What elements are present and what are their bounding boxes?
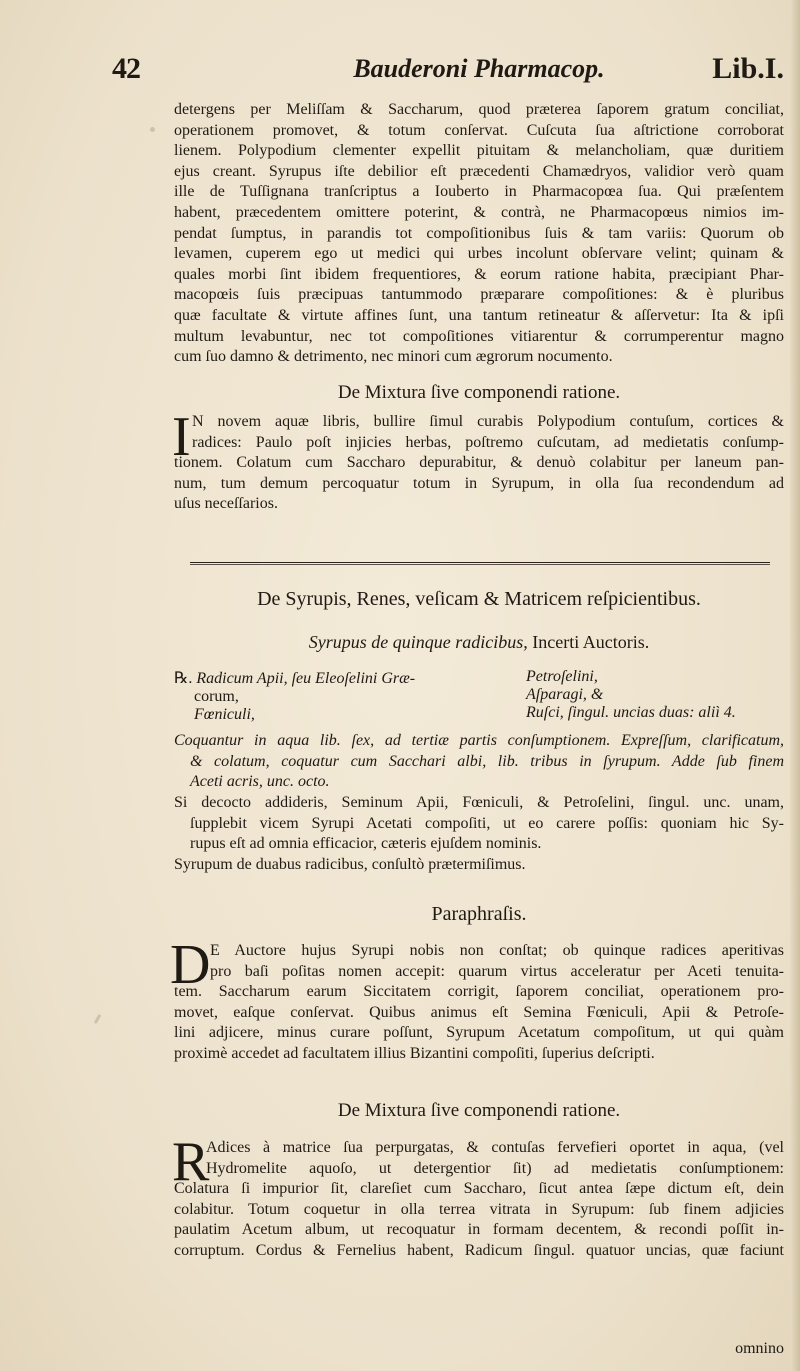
text-line: N novem aquæ libris, bullire ſimul curabis Polypodium contuſum, cortices & — [192, 413, 784, 430]
section-divider — [190, 562, 770, 566]
drop-cap: D — [170, 934, 211, 996]
ingredient: Aſparagi, & — [526, 686, 604, 703]
heading-text: De Mixtura ſive componendi ratione. — [337, 382, 621, 403]
recipe-left-col — [174, 668, 415, 724]
recipe-right-col — [526, 668, 736, 722]
recipe-instructions — [174, 731, 784, 793]
text-line: quales morbi ſint ibidem frequentiores, & eorum ratione habita, præcipiant Phar- — [174, 265, 784, 283]
paragraph-text — [210, 941, 784, 982]
paragraph-text — [174, 100, 784, 368]
recipe-title-text — [174, 632, 784, 653]
text-line: pendat ſumptus, in parandis tot compoſitionibus ſuis & tam variis: Quorum ob — [174, 224, 784, 242]
text-line: tionem. Colatum cum Saccharo depurabitur, & denuò colabitur per laneum pan- — [174, 454, 784, 471]
paraphrase-heading — [174, 903, 784, 926]
text-line: uſus neceſſarios. — [174, 495, 278, 513]
page-edge — [790, 0, 800, 1371]
section-heading — [174, 1100, 784, 1122]
text-line: habent, præcedentem omittere poterint, & contrà, ne Pharmacopœus nimios im- — [174, 203, 784, 221]
text-line: Si decocto addideris, Seminum Apii, Fœniculi, & Petroſelini, ſingul. unc. unam, — [174, 794, 784, 811]
text-line: lini adjicere, minus curare poſſunt, Syrupum Acetatum compoſitum, ut qui quàm — [174, 1024, 784, 1042]
text-line: ille de Tuſſignana tranſcriptus a Iouberto in Pharmacopœa ſua. Qui præſentem — [174, 183, 784, 201]
text-line: movet, eaſque conſervat. Quibus animus eſt Semina Fœniculi, Apii & Petroſe- — [174, 1003, 784, 1021]
text-line: quæ facultate & virtute affines ſunt, una tantum retineatur & aſſervetur: Ita & ipſi — [174, 306, 784, 324]
mixture-paragraph — [192, 412, 784, 453]
mixture-paragraph-2-cont — [174, 1179, 784, 1261]
paragraph-text — [174, 1179, 784, 1261]
ingredient: corum, — [194, 688, 239, 705]
paraphrase-paragraph — [210, 941, 784, 982]
chapter-heading — [174, 588, 784, 611]
text-line: Adices à matrice ſua perpurgatas, & contuſas fervefieri oportet in aqua, (vel — [206, 1139, 784, 1156]
catchword: omnino — [735, 1340, 784, 1357]
recipe-notes — [174, 793, 784, 875]
text-line: Syrupum de duabus radicibus, conſultò prætermiſimus. — [174, 855, 526, 873]
paragraph-text — [174, 731, 784, 793]
heading-text: Paraphraſis. — [431, 903, 527, 925]
text-line: proximè accedet ad facultatem illius Bizantini compoſiti, ſuperius deſcripti. — [174, 1044, 655, 1062]
paragraph-text — [174, 793, 784, 875]
paragraph-text — [192, 412, 784, 453]
drop-cap: I — [172, 406, 191, 468]
text-line: ſupplebit vicem Syrupi Acetati compoſiti, ut eo carere poſſis: quoniam hic Sy- — [190, 814, 784, 832]
ink-speck — [150, 127, 155, 132]
ingredient: Fœniculi, — [194, 706, 255, 723]
recipe-author: Incerti Auctoris. — [527, 632, 650, 652]
text-line: radices: Paulo poſt injicies herbas, poſtremo cuſcutam, ad medietatis conſump- — [192, 433, 784, 451]
text-line: lienem. Polypodium clementer expellit pituitam & melancholiam, quæ duritiem — [174, 142, 784, 160]
text-line: corruptum. Cordus & Fernelius habent, Radicum ſingul. quatuor uncias, quæ faciunt — [174, 1241, 784, 1259]
text-line: detergens per Meliſſam & Saccharum, quod præterea ſaporem gratum conciliat, — [174, 101, 784, 118]
text-line: macopœis ſuis præcipuas tantummodo præparare compoſitiones: & è pluribus — [174, 286, 784, 304]
drop-cap: R — [172, 1131, 210, 1193]
text-line: rupus eſt ad omnia efficacior, cæteris ejuſdem nominis. — [190, 835, 542, 853]
paragraph-text — [174, 982, 784, 1064]
text-line: levamen, cuperem ego ut medici qui urbes incolunt obſervare velint; quinam & — [174, 245, 784, 263]
text-line: colabitur. Totum coquetur in olla terrea vitrata in Syrupum: ſub finem adjicies — [174, 1200, 784, 1218]
text-line: & colatum, coquatur cum Sacchari albi, lib. tribus in ſyrupum. Adde ſub finem — [190, 752, 784, 770]
heading-text: De Syrupis, Renes, veſicam & Matricem reſpicientibus. — [257, 588, 701, 610]
text-line: E Auctore hujus Syrupi nobis non conſtat; ob quinque radices aperitivas — [210, 942, 784, 959]
opening-paragraph — [174, 100, 784, 368]
running-title: Bauderoni Pharmacop. — [353, 54, 605, 83]
book-label: Lib.I. — [712, 52, 784, 85]
text-line: Colatura ſi impurior ſit, clareſiet cum Saccharo, ſicut antea ſæpe dictum eſt, dein — [174, 1180, 784, 1197]
text-line: Hydromelite aquoſo, ut detergentior ſit) ad medietatis conſumptionem: — [206, 1159, 784, 1177]
page-header — [112, 52, 784, 96]
mixture-paragraph-cont — [174, 453, 784, 515]
text-line: pro baſi poſitas nomen accepit: quarum virtus acceleratur per Aceti tenuita- — [210, 962, 784, 980]
heading-text: De Mixtura ſive componendi ratione. — [337, 1100, 621, 1121]
text-line: Aceti acris, unc. octo. — [190, 773, 330, 791]
ingredient: Radicum Apii, ſeu Eleoſelini Græ- — [196, 670, 416, 687]
section-heading — [174, 382, 784, 404]
text-line: tem. Saccharum earum Siccitatem corrigit, ſaporem conciliat, operationem pro- — [174, 983, 784, 1000]
text-line: operationem promovet, & totum conſervat. Cuſcuta ſua aſtrictione corroborat — [174, 121, 784, 139]
paragraph-text — [174, 453, 784, 515]
recipe-title — [174, 632, 784, 653]
page-number: 42 — [112, 52, 140, 85]
paragraph-text — [206, 1138, 784, 1179]
text-line: ejus creant. Syrupus iſte debilior eſt præcedenti Chamædryos, validior verò quam — [174, 162, 784, 180]
text-line: multum levabuntur, nec tot compoſitiones vitiarentur & corrumperentur magno — [174, 327, 784, 345]
ingredient: Ruſci, ſingul. uncias duas: aliì 4. — [526, 704, 736, 721]
paraphrase-paragraph-cont — [174, 982, 784, 1064]
text-line: cum ſuo damno & detrimento, nec minori cum ægrorum nocumento. — [174, 348, 613, 366]
text-line: num, tum demum percoquatur totum in Syrupum, in olla ſua recondendum ad — [174, 474, 784, 492]
text-line: paulatim Acetum album, ut recoquatur in formam decentem, & recondi poſſit in- — [174, 1221, 784, 1239]
recipe-name: Syrupus de quinque radicibus, — [308, 632, 528, 652]
recipe-symbol: ℞. — [174, 670, 197, 687]
mixture-paragraph-2 — [206, 1138, 784, 1179]
ingredient: Petroſelini, — [526, 668, 598, 685]
text-line: Coquantur in aqua lib. ſex, ad tertiæ partis conſumptionem. Expreſſum, clarificatum, — [174, 732, 784, 749]
